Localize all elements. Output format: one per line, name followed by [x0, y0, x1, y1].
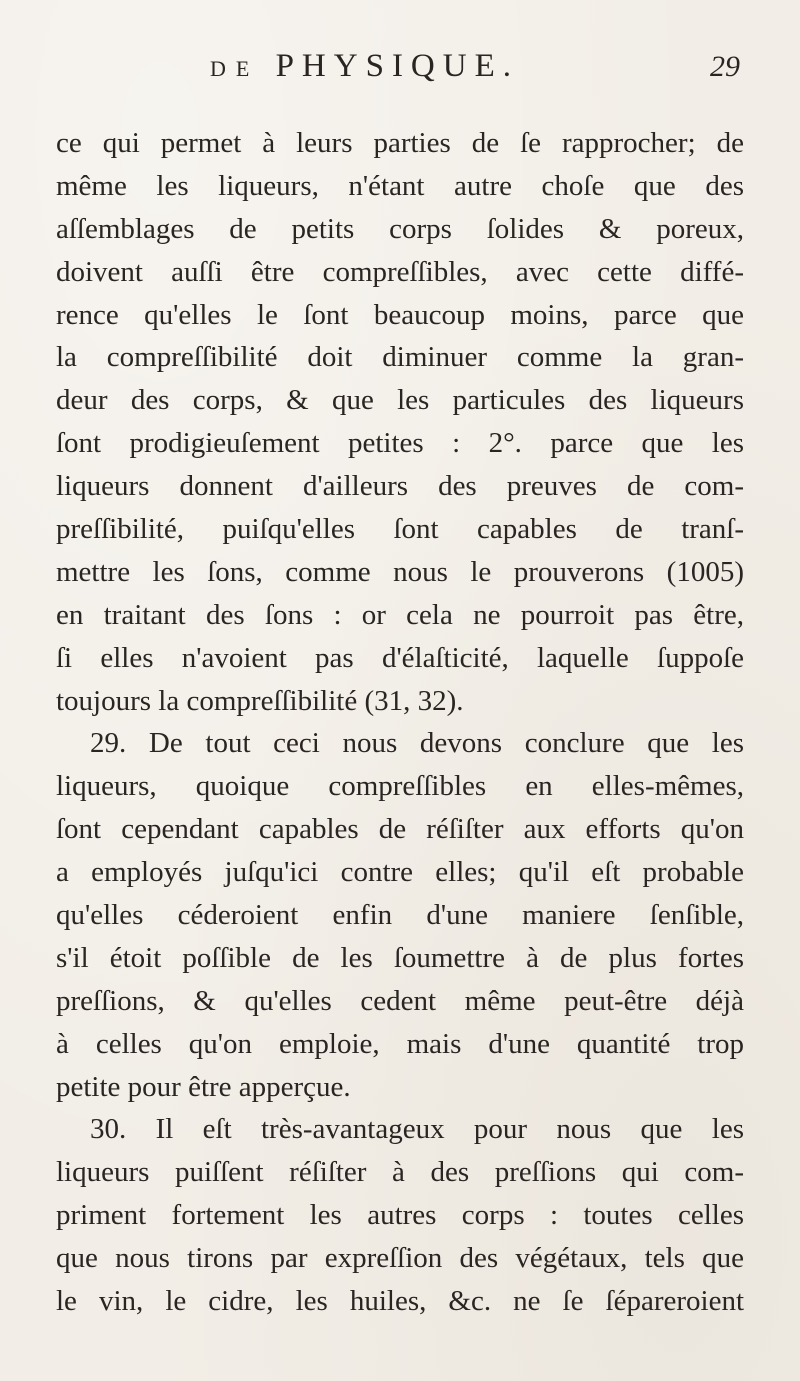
text-line: ſont cependant capables de réſiſter aux efforts qu'on [56, 813, 744, 846]
paragraph-continuation [56, 122, 744, 722]
text-line: petite pour être apperçue. [56, 1070, 351, 1103]
text-line: aſſemblages de petits corps ſolides & poreux, [56, 212, 744, 245]
page-number: 29 [710, 50, 740, 83]
text-line: 30. Il eſt très-avantageux pour nous que les [90, 1113, 744, 1146]
paragraph-30 [56, 1108, 744, 1322]
text-line: la compreſſibilité doit diminuer comme la gran- [56, 341, 744, 374]
text-line: même les liqueurs, n'étant autre choſe que des [56, 169, 744, 202]
text-line: a employés juſqu'ici contre elles; qu'il eſt probable [56, 856, 744, 889]
text-line: rence qu'elles le ſont beaucoup moins, parce que [56, 298, 744, 331]
text-line: priment fortement les autres corps : toutes celles [56, 1199, 744, 1232]
text-line: ce qui permet à leurs parties de ſe rapprocher; de [56, 127, 744, 159]
text-line: toujours la compreſſibilité (31, 32). [56, 684, 464, 717]
text-line: preſſions, & qu'elles cedent même peut-être déjà [56, 984, 744, 1017]
text-line: en traitant des ſons : or cela ne pourroit pas être, [56, 598, 744, 631]
running-head [210, 48, 519, 85]
running-head-title: PHYSIQUE. [275, 48, 520, 84]
text-line: liqueurs donnent d'ailleurs des preuves de com- [56, 470, 744, 503]
text-line: que nous tirons par expreſſion des végétaux, tels que [56, 1242, 744, 1275]
text-line: doivent auſſi être compreſſibles, avec cette diffé- [56, 255, 744, 288]
page-header [0, 48, 800, 108]
running-head-prefix: DE [210, 56, 260, 81]
text-line: mettre les ſons, comme nous le prouverons (1005) [56, 555, 744, 588]
text-line: 29. De tout ceci nous devons conclure que les [90, 727, 744, 760]
text-line: preſſibilité, puiſqu'elles ſont capables de tranſ- [56, 513, 744, 546]
text-line: ſont prodigieuſement petites : 2°. parce que les [56, 427, 744, 460]
text-line: ſi elles n'avoient pas d'élaſticité, laquelle ſuppoſe [56, 641, 744, 674]
body-text [56, 122, 744, 1323]
text-line: qu'elles céderoient enfin d'une maniere ſenſible, [56, 899, 744, 932]
text-line: deur des corps, & que les particules des liqueurs [56, 384, 744, 417]
paragraph-29 [56, 722, 744, 1108]
text-line: liqueurs, quoique compreſſibles en elles-mêmes, [56, 770, 744, 803]
text-line: le vin, le cidre, les huiles, &c. ne ſe ſépareroient [56, 1285, 744, 1318]
text-line: liqueurs puiſſent réſiſter à des preſſions qui com- [56, 1156, 744, 1189]
text-line: à celles qu'on emploie, mais d'une quantité trop [56, 1027, 744, 1060]
text-line: s'il étoit poſſible de les ſoumettre à de plus fortes [56, 941, 744, 974]
